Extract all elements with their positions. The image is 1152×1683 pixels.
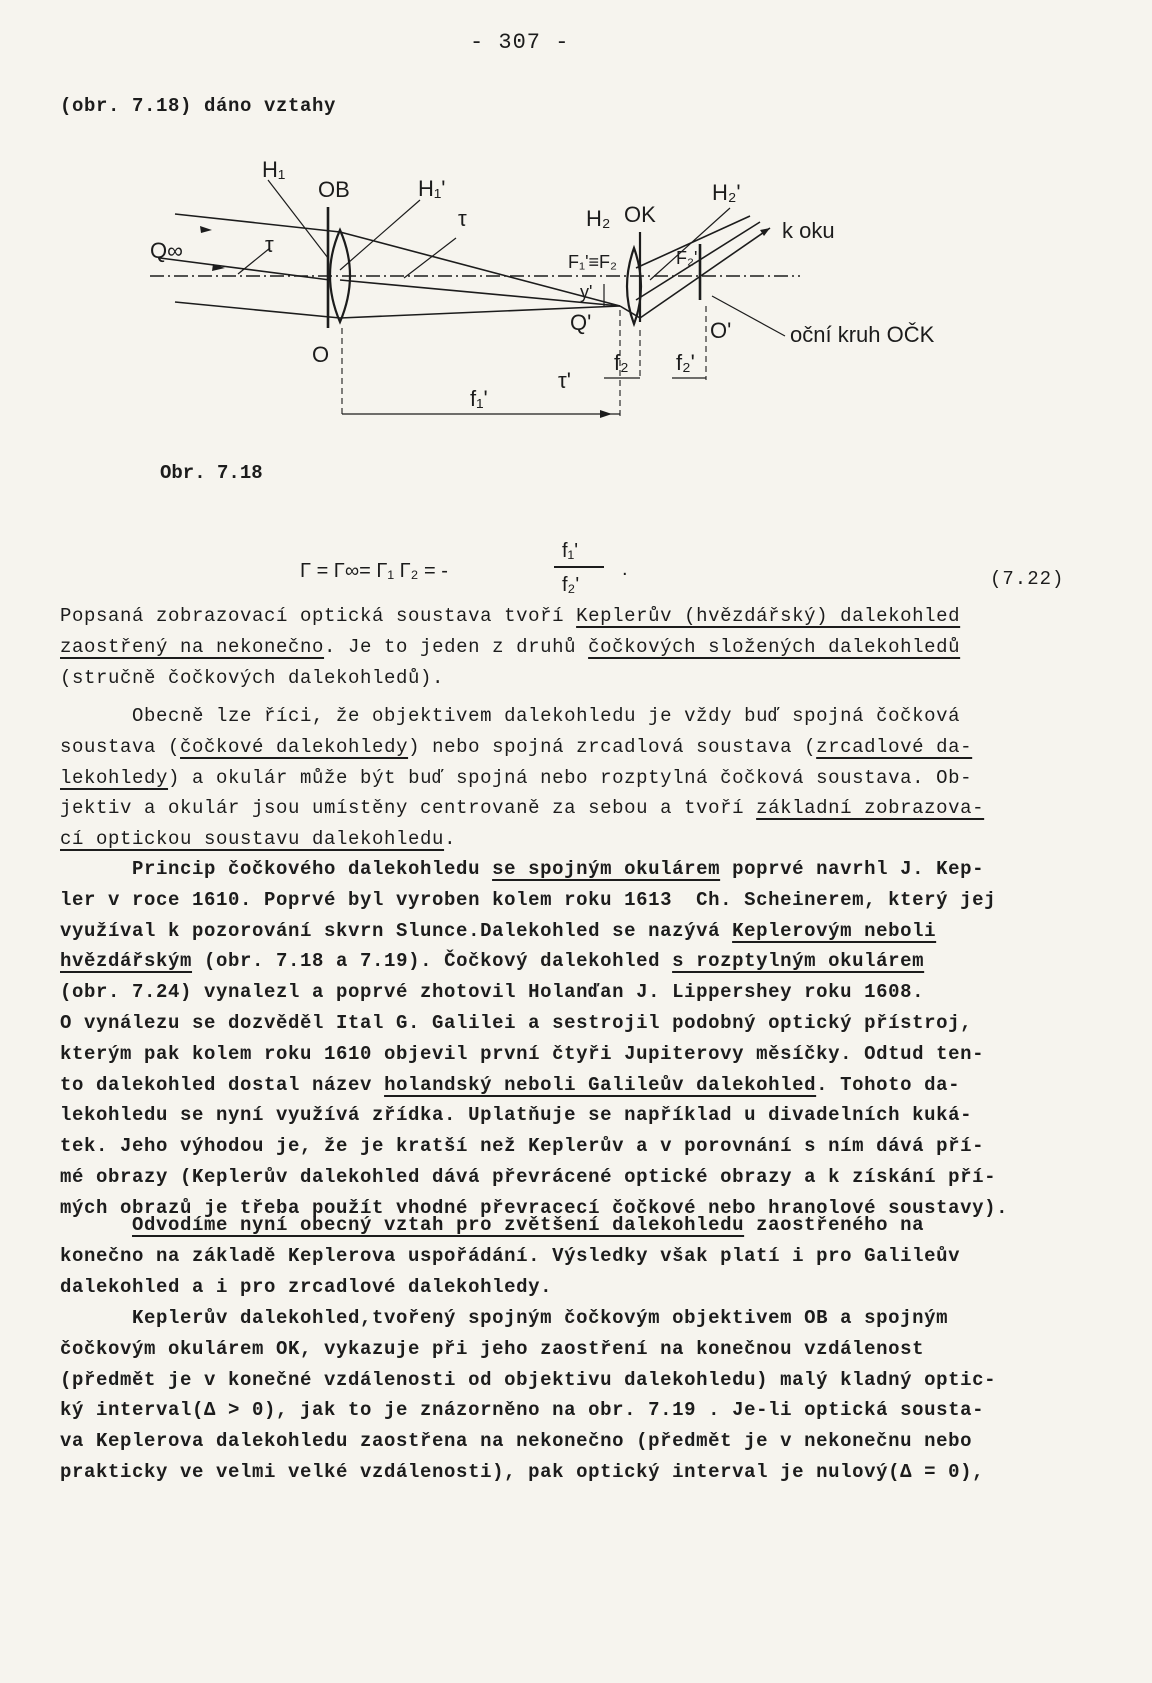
text-run: Keplerův dalekohled,tvořený spojným čočkovým objektivem OB a spojným — [60, 1307, 949, 1329]
label-h1p: H₁' — [418, 176, 446, 201]
label-tau-p: τ' — [558, 368, 571, 393]
underlined-term: zaostřený na nekonečno — [60, 635, 325, 658]
text-line — [60, 1012, 972, 1034]
text-run: Princip čočkového dalekohledu — [60, 858, 493, 880]
label-yp: y' — [580, 282, 593, 302]
label-ok: OK — [624, 202, 656, 227]
text-line — [60, 667, 444, 689]
text-line — [60, 1338, 924, 1360]
text-run: tek. Jeho výhodou je, že je kratší než Keplerův a v porovnání s ním dává pří- — [60, 1135, 985, 1158]
text-run: zaostřeného na — [744, 1214, 925, 1236]
equation-numerator: f₁' — [562, 540, 579, 562]
label-qinf: Q∞ — [150, 238, 183, 263]
text-line — [60, 1430, 972, 1452]
underlined-term: základní zobrazova- — [756, 797, 985, 820]
underlined-term: hvězdářským — [60, 950, 193, 973]
label-o: O — [312, 342, 330, 367]
text-line — [60, 1166, 996, 1188]
figure-caption: Obr. 7.18 — [160, 462, 263, 484]
label-f2: f₂ — [614, 350, 629, 375]
underlined-term: Keplerův (hvězdářský) dalekohled — [576, 605, 961, 627]
text-line — [60, 981, 924, 1003]
text-run: . Je to jeden z druhů — [324, 635, 589, 658]
text-run: ) a okulár může být buď spojná nebo rozptylná čočková soustava. Ob- — [168, 766, 973, 789]
label-f1p: f₁' — [470, 386, 488, 411]
underlined-term: čočkových složených dalekohledů — [588, 635, 961, 658]
text-line — [60, 1214, 924, 1236]
text-run: mé obrazy (Keplerův dalekohled dává převrácené optické obrazy a k získání pří- — [60, 1166, 997, 1188]
equation-lhs: Γ = Γ∞= Γ₁ Γ₂ = - — [300, 560, 448, 582]
text-run: soustava ( — [60, 735, 181, 758]
text-line — [60, 1276, 552, 1298]
text-run: Obecně lze říci, že objektivem dalekohledu je vždy buď spojná čočková — [60, 705, 961, 727]
underlined-term: Keplerovým neboli — [732, 919, 937, 942]
text-line — [60, 950, 924, 972]
text-line — [60, 1135, 984, 1157]
label-f2p: f₂' — [676, 350, 695, 375]
underlined-term: se spojným okulárem — [492, 858, 721, 880]
text-run: konečno na základě Keplerova uspořádání. Výsledky však platí i pro Galileův — [60, 1244, 961, 1267]
underlined-term: cí optickou soustavu dalekohledu — [60, 828, 445, 851]
text-run: ler v roce 1610. Poprvé byl vyroben kolem roku 1613 Ch. Scheinerem, který jej — [60, 888, 997, 911]
text-run: Popsaná zobrazovací optická soustava tvoří — [60, 605, 577, 627]
ray-bottom — [175, 302, 340, 318]
intro-line: (obr. 7.18) dáno vztahy — [60, 95, 337, 117]
fraction-bar — [554, 566, 604, 568]
text-line — [60, 1104, 972, 1126]
equation-number: (7.22) — [990, 568, 1065, 590]
text-run: lekohledu se nyní využívá zřídka. Uplatňuje se například u divadelních kuká- — [60, 1104, 973, 1127]
text-run: mých obrazů je třeba použít vhodné převracecí čočkové nebo hranolové soustavy). — [60, 1196, 1009, 1219]
text-run: jektiv a okulár jsou umístěny centrovaně za sebou a tvoří — [60, 797, 757, 820]
text-run — [60, 1214, 132, 1236]
text-line — [60, 636, 960, 658]
text-run: (předmět je v konečné vzdálenosti od objektivu dalekohledu) malý kladný optic- — [60, 1368, 997, 1391]
text-line — [60, 705, 960, 727]
equation-denominator: f₂' — [562, 574, 580, 596]
text-run: čočkovým okulárem OK, vykazuje při jeho zaostření na konečnou vzdálenost — [60, 1337, 925, 1360]
label-ob: OB — [318, 177, 350, 202]
label-tau: τ — [458, 206, 467, 231]
underlined-term: Odvodíme nyní obecný vztah pro zvětšení dalekohledu — [132, 1214, 745, 1236]
text-line — [60, 1245, 960, 1267]
text-line — [60, 1043, 984, 1065]
text-run: ) nebo spojná zrcadlová soustava ( — [408, 735, 817, 758]
equation-dot: . — [622, 558, 628, 580]
text-run: využíval k pozorování skvrn Slunce.Dalekohled se nazývá — [60, 919, 733, 942]
text-run: (obr. 7.18 a 7.19). Čočkový dalekohled — [192, 950, 673, 973]
text-line — [60, 1074, 960, 1096]
text-line — [60, 858, 984, 880]
label-qp: Q' — [570, 310, 592, 335]
text-line — [60, 605, 960, 627]
label-ocni-kruh: oční kruh OČK — [790, 322, 935, 347]
text-line — [60, 1369, 996, 1391]
text-line — [60, 828, 456, 850]
text-run: kterým pak kolem roku 1610 objevil první čtyři Jupiterovy měsíčky. Odtud ten- — [60, 1042, 985, 1065]
text-line — [60, 736, 972, 758]
label-op: O' — [710, 318, 732, 343]
text-line — [60, 920, 936, 942]
text-run: va Keplerova dalekohledu zaostřena na nekonečno (předmět je v nekonečnu nebo — [60, 1430, 973, 1453]
text-run: (stručně čočkových dalekohledů). — [60, 666, 445, 689]
ray-arrow — [200, 226, 212, 233]
text-line — [60, 889, 996, 911]
underlined-term: s rozptylným okulárem — [672, 950, 925, 973]
text-line — [60, 1461, 984, 1483]
text-run: poprvé navrhl J. Kep- — [720, 858, 985, 880]
ray-top — [175, 214, 340, 232]
label-tau-left: τ — [265, 232, 274, 257]
label-f2p-point: F₂' — [676, 248, 698, 268]
underlined-term: holandský neboli Galileův dalekohled — [384, 1073, 817, 1096]
text-run: dalekohled a i pro zrcadlové dalekohledy. — [60, 1275, 553, 1298]
text-run: to dalekohled dostal název — [60, 1073, 385, 1096]
text-run: ký interval(Δ > 0), jak to je znázorněno na obr. 7.19 . Je-li optická sousta- — [60, 1399, 985, 1422]
text-run: . Tohoto da- — [816, 1073, 961, 1096]
underlined-term: zrcadlové da- — [816, 735, 973, 758]
underlined-term: čočkové dalekohledy — [180, 735, 409, 758]
page-number: - 307 - — [470, 30, 570, 55]
text-run: . — [444, 828, 457, 851]
text-line — [60, 767, 972, 789]
label-h1: H₁ — [262, 157, 286, 182]
underlined-term: lekohledy — [60, 766, 169, 789]
label-focal-point: F₁'≡F₂ — [568, 252, 617, 272]
kepler-telescope-diagram — [140, 150, 1040, 460]
text-line — [60, 1399, 984, 1421]
text-run: O vynálezu se dozvěděl Ital G. Galilei a sestrojil podobný optický přístroj, — [60, 1012, 973, 1034]
text-run: (obr. 7.24) vynalezl a poprvé zhotovil Holanďan J. Lippershey roku 1608. — [60, 981, 925, 1004]
text-run: prakticky ve velmi velké vzdálenosti), pak optický interval je nulový(Δ = 0), — [60, 1461, 985, 1483]
label-h2p: H₂' — [712, 180, 741, 205]
text-line — [60, 1307, 948, 1329]
text-line — [60, 797, 984, 819]
equation-7-22 — [300, 540, 1100, 610]
label-k-oku: k oku — [782, 218, 835, 243]
label-h2: H₂ — [586, 206, 611, 231]
